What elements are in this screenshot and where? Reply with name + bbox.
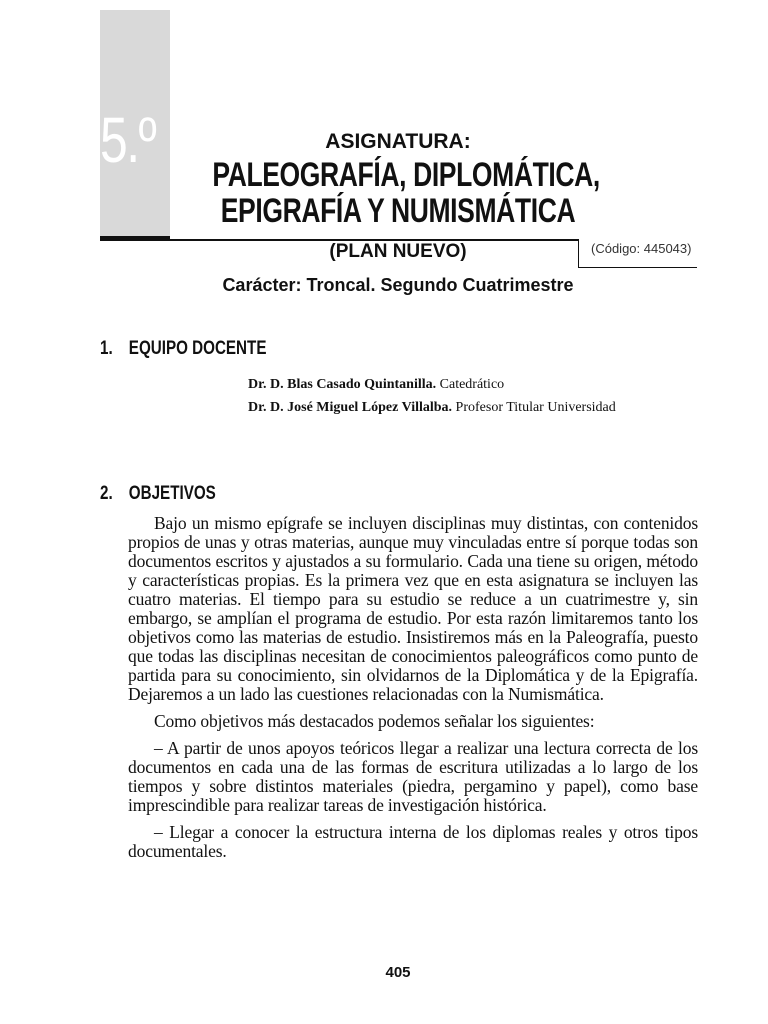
teacher-entry (248, 375, 696, 395)
section-title: EQUIPO DOCENTE (128, 338, 267, 359)
objectives-body (128, 514, 698, 869)
body-paragraph: Bajo un mismo epígrafe se incluyen disciplinas muy distintas, con contenidos propios de unas y otras materias, aunque muy vinculadas entre sí porque todas son documentos escritos y ajustados a su formulario. Cada una tiene su origen, método y características propias. Es la primera vez que en esta asignatura se incluyen las cuatro materias. El tiempo para su estudio se reduce a un cuatrimestre y, sin embargo, se amplían el programa de estudio. Por esta razón limitaremos tanto los objetivos como las materias de estudio. Insistiremos más en la Paleografía, puesto que todas las disciplinas necesitan de conocimientos paleográficos como punto de partida para su conocimiento, sin olvidarnos de la Diplomática y de la Epigrafía. Dejaremos a un lado las cuestiones relacionadas con la Numismática. (128, 513, 698, 704)
plan-label: (PLAN NUEVO) (329, 241, 467, 262)
header-rule-thick (100, 236, 170, 241)
section-number: 2. (100, 483, 113, 504)
page-number: 405 (385, 964, 411, 981)
subject-title-line-2: EPIGRAFÍA Y NUMISMÁTICA (220, 192, 576, 230)
teacher-role: Catedrático (439, 377, 505, 392)
teacher-entry (248, 398, 696, 418)
body-paragraph: Como objetivos más destacados podemos señalar los siguientes: (154, 711, 595, 731)
section-heading-equipo-docente (100, 338, 266, 360)
teacher-role: Profesor Titular Universidad (455, 400, 616, 415)
section-number: 1. (100, 338, 113, 359)
body-paragraph: – A partir de unos apoyos teóricos llegar a realizar una lectura correcta de los documentos en cada una de las formas de escritura utilizadas a lo largo de los tiempos y sobre distintos materiales (piedra, pergamino y papel), como base imprescindible para realizar tareas de investigación histórica. (128, 738, 698, 815)
body-paragraph: – Llegar a conocer la estructura interna de los diplomas reales y otros tipos documentales. (128, 822, 698, 861)
chapter-number: 5.º (100, 104, 156, 176)
subject-label: ASIGNATURA: (325, 130, 471, 153)
section-heading-objetivos (100, 483, 216, 505)
section-title: OBJETIVOS (128, 483, 216, 504)
teacher-name: Dr. D. José Miguel López Villalba. (248, 400, 453, 415)
subject-title-line-1: PALEOGRAFÍA, DIPLOMÁTICA, (212, 156, 600, 194)
subject-code: (Código: 445043) (591, 241, 692, 256)
subject-character: Carácter: Troncal. Segundo Cuatrimestre (222, 275, 574, 295)
teacher-name: Dr. D. Blas Casado Quintanilla. (248, 377, 437, 392)
